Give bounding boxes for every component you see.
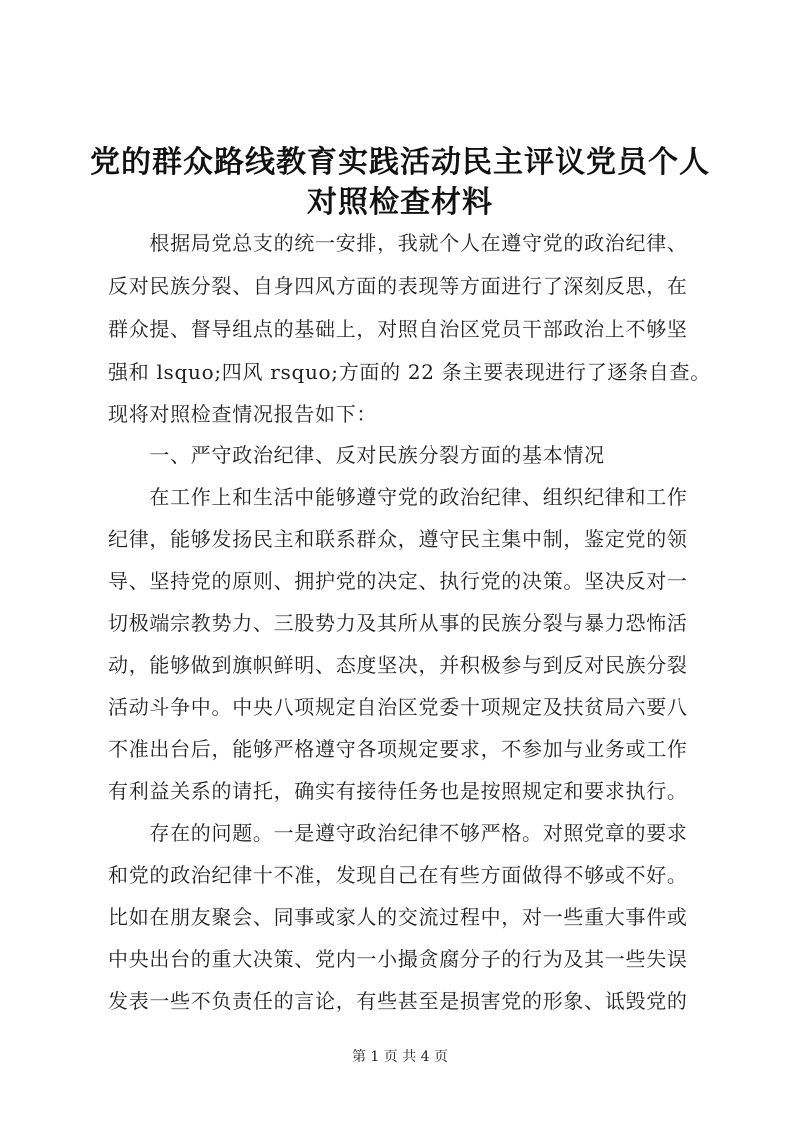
body-line: 发表一些不负责任的言论，有些甚至是损害党的形象、诋毁党的: [108, 989, 688, 1013]
document-title-line-1: 党的群众路线教育实践活动民主评议党员个人: [90, 145, 710, 180]
page-footer: 第 1 页 共 4 页: [351, 1049, 449, 1065]
body-line: 切极端宗教势力、三股势力及其所从事的民族分裂与暴力恐怖活: [108, 611, 688, 635]
body-line: 比如在朋友聚会、同事或家人的交流过程中，对一些重大事件或: [108, 905, 688, 929]
body-line: 导、坚持党的原则、拥护党的决定、执行党的决策。坚决反对一: [108, 569, 688, 593]
body-line: 存在的问题。一是遵守政治纪律不够严格。对照党章的要求: [108, 821, 688, 845]
body-line: 反对民族分裂、自身四风方面的表现等方面进行了深刻反思，在: [108, 274, 688, 298]
body-line: 和党的政治纪律十不准，发现自己在有些方面做得不够或不好。: [108, 863, 688, 887]
body-line: 在工作上和生活中能够遵守党的政治纪律、组织纪律和工作: [108, 485, 688, 509]
document-title-line-2: 对照检查材料: [307, 185, 493, 220]
body-line: 根据局党总支的统一安排，我就个人在遵守党的政治纪律、: [108, 231, 688, 255]
body-line: 不准出台后，能够严格遵守各项规定要求，不参加与业务或工作: [108, 737, 688, 761]
body-line: 强和 lsquo;四风 rsquo;方面的 22 条主要表现进行了逐条自查。: [108, 360, 711, 384]
section-heading: 一、严守政治纪律、反对民族分裂方面的基本情况: [108, 443, 605, 467]
body-line: 纪律，能够发扬民主和联系群众，遵守民主集中制，鉴定党的领: [108, 527, 688, 551]
body-line: 活动斗争中。中央八项规定自治区党委十项规定及扶贫局六要八: [108, 695, 688, 719]
body-line: 群众提、督导组点的基础上，对照自治区党员干部政治上不够坚: [108, 317, 688, 341]
body-line: 动，能够做到旗帜鲜明、态度坚决，并积极参与到反对民族分裂: [108, 653, 688, 677]
body-line: 中央出台的重大决策、党内一小撮贪腐分子的行为及其一些失误: [108, 947, 688, 971]
body-line: 现将对照检查情况报告如下：: [108, 402, 378, 426]
body-line: 有利益关系的请托，确实有接待任务也是按照规定和要求执行。: [108, 779, 688, 803]
